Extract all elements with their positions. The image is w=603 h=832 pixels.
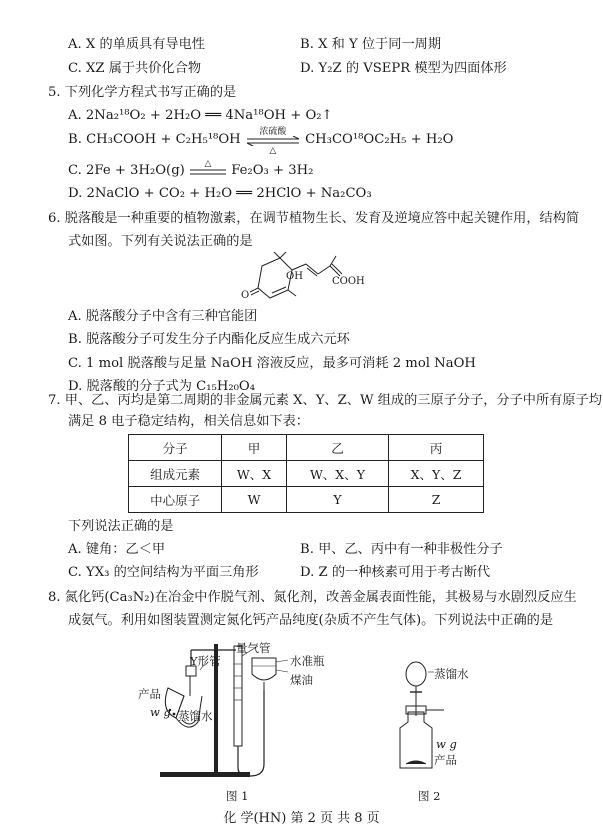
q4-option-d: D. Y₂Z 的 VSEPR 模型为四面体形: [300, 61, 507, 76]
q6-option-b: B. 脱落酸分子可发生分子内酯化反应生成六元环: [68, 332, 350, 347]
q7-stem-line2: 满足 8 电子稳定结构，相关信息如下表：: [68, 414, 309, 429]
fig1-y-tube-label: Y形管: [190, 654, 221, 668]
reversible-arrow: [245, 127, 301, 156]
table-cell: Z: [389, 487, 484, 513]
q5-option-d: D. 2NaClO + CO₂ + H₂O ══ 2HClO + Na₂CO₃: [68, 186, 372, 201]
table-cell: 中心原子: [129, 487, 222, 513]
q4-option-a: A. X 的单质具有导电性: [68, 37, 205, 52]
q7-stem-line3: 下列说法正确的是: [68, 519, 174, 534]
q6-stem-line2: 式如图。下列有关说法正确的是: [68, 234, 253, 249]
fig2-mass-label: w g: [436, 737, 457, 751]
q7-option-d: D. Z 的一种核素可用于考古断代: [300, 565, 491, 580]
table-row: [129, 461, 484, 487]
q5-c-cond: △: [204, 159, 212, 169]
table-row: [129, 487, 484, 513]
fig1-product-label: 产品: [138, 687, 161, 701]
q8-stem-line2: 成氨气。利用如图装置测定氮化钙产品纯度(杂质不产生气体)。下列说法中正确的是: [68, 613, 554, 628]
fig2-caption: 图 2: [418, 789, 441, 803]
q7-option-c: C. YX₃ 的空间结构为平面三角形: [68, 565, 259, 580]
table-header-row: [129, 435, 484, 461]
q7-option-a: A. 键角：乙＜甲: [68, 542, 166, 557]
table-cell: 甲: [222, 435, 286, 461]
struct-o-label: O: [241, 290, 250, 301]
table-cell: 乙: [286, 435, 388, 461]
table-cell: W: [222, 487, 286, 513]
fig1-caption: 图 1: [226, 789, 249, 803]
q5-option-c-left: C. 2Fe + 3H₂O(g): [68, 163, 185, 178]
q5-option-b-left: B. CH₃COOH + C₂H₅¹⁸OH: [68, 132, 241, 147]
fig1-gas-tube-label: 量气管: [236, 641, 271, 655]
equals-condition: [189, 159, 227, 180]
q4-option-c: C. XZ 属于共价化合物: [68, 61, 202, 76]
q6-option-d: D. 脱落酸的分子式为 C₁₅H₂₀O₄: [68, 379, 256, 394]
table-cell: W、X: [222, 461, 286, 487]
q7-stem-line1: 7. 甲、乙、丙均是第二周期的非金属元素 X、Y、Z、W 组成的三原子分子，分子中所有原子均: [48, 393, 602, 408]
q5-option-c: [68, 159, 314, 180]
struct-oh-label: OH: [286, 271, 303, 282]
page-footer: 化 学(HN) 第 2 页 共 8 页: [223, 811, 380, 826]
q5-b-cond-top: 浓硫酸: [259, 127, 287, 137]
table-cell: 组成元素: [129, 461, 222, 487]
q5-option-c-right: Fe₂O₃ + 3H₂: [231, 163, 314, 178]
fig1-mass-label: w g: [150, 705, 171, 719]
fig2-water-label: 蒸馏水: [434, 667, 469, 681]
fig1-water-label: 蒸馏水: [178, 709, 213, 723]
table-cell: Y: [286, 487, 388, 513]
q6-option-c: C. 1 mol 脱落酸与足量 NaOH 溶液反应，最多可消耗 2 mol NaOH: [68, 356, 476, 371]
q5-option-b: [68, 127, 454, 156]
fig1-kerosene-label: 煤油: [290, 673, 313, 687]
q5-stem: 5. 下列化学方程式书写正确的是: [48, 85, 237, 100]
table-cell: X、Y、Z: [389, 461, 484, 487]
q6-option-a: A. 脱落酸分子中含有三种官能团: [68, 309, 258, 324]
fig2-product-label: 产品: [434, 753, 457, 767]
q6-stem-line1: 6. 脱落酸是一种重要的植物激素，在调节植物生长、发育及逆境应答中起关键作用，结构简: [48, 211, 580, 226]
double-line-icon: [189, 168, 227, 176]
fig1-water-bottle-label: 水准瓶: [290, 654, 325, 668]
table-cell: 分子: [129, 435, 222, 461]
struct-cooh-label: COOH: [332, 276, 365, 287]
table-cell: W、X、Y: [286, 461, 388, 487]
q4-option-b: B. X 和 Y 位于同一周期: [300, 37, 442, 52]
table-cell: 丙: [389, 435, 484, 461]
q7-option-b: B. 甲、乙、丙中有一种非极性分子: [300, 542, 503, 557]
q5-option-a: A. 2Na₂¹⁸O₂ + 2H₂O ══ 4Na¹⁸OH + O₂↑: [68, 108, 333, 123]
figure1-apparatus: [140, 636, 370, 786]
q7-info-table: [128, 434, 484, 513]
q5-option-b-right: CH₃CO¹⁸OC₂H₅ + H₂O: [305, 132, 454, 147]
q8-stem-line1: 8. 氮化钙(Ca₃N₂)在冶金中作脱气剂、氮化剂，改善金属表面性能，其极易与水剧烈反应生: [48, 590, 577, 605]
q5-b-cond-bot: △: [269, 146, 277, 156]
